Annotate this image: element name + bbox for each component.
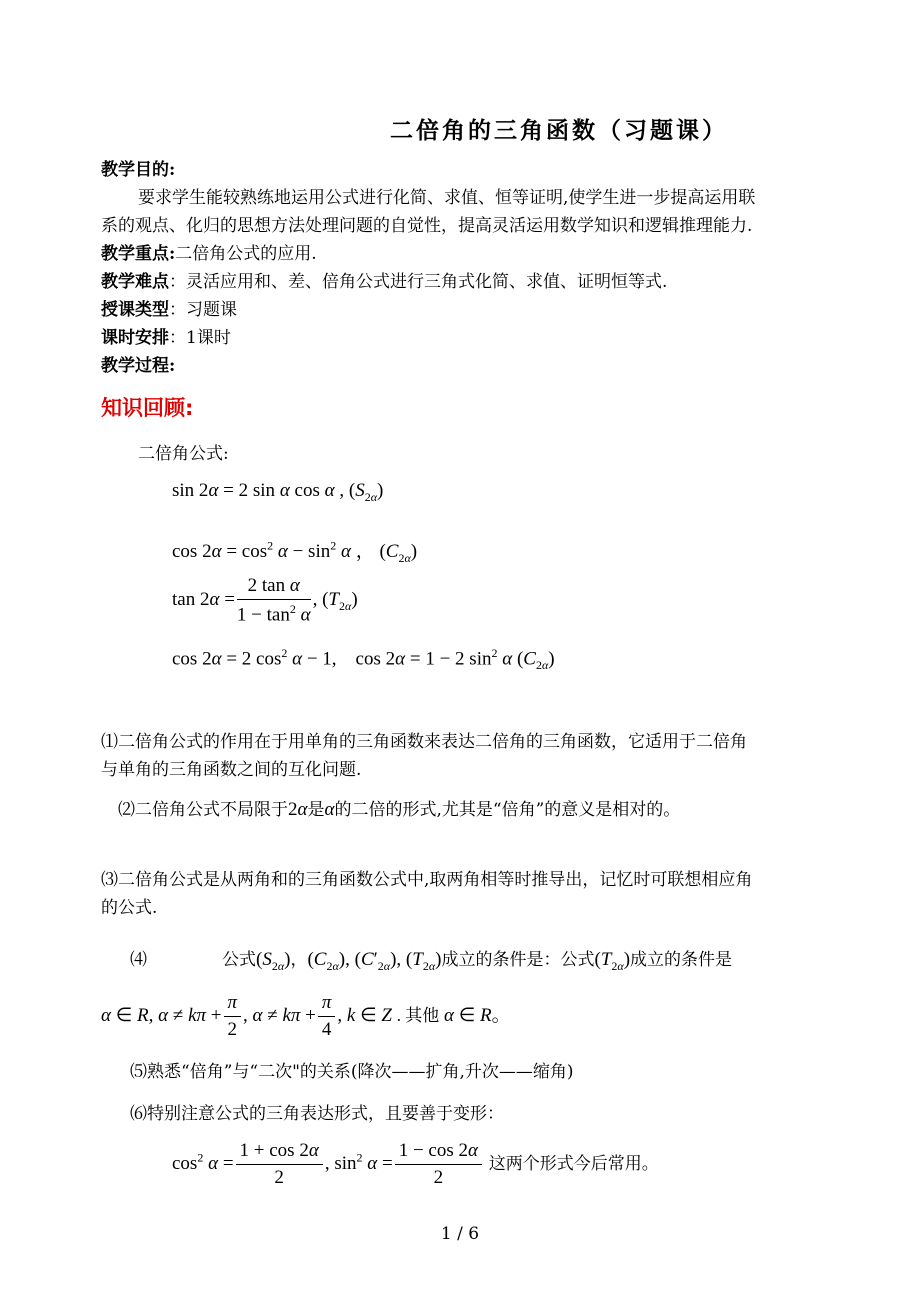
note-2: ⑵二倍角公式不局限于2α是α的二倍的形式,尤其是“倍角”的意义是相对的。	[118, 799, 681, 820]
formula-cos2a: $\cos 2\alpha = \cos^2 \alpha - \sin^2 \alpha$ ， $(C_{2\alpha})$	[172, 538, 418, 565]
type-label: 授课类型	[101, 300, 169, 320]
formula-cos2a-variants: cos 2α = 2 $\cos^2 \alpha - 1$, cos 2α = 1 − 2 $\sin^2 \alpha$ $(C_{2\alpha})$	[172, 646, 555, 673]
page-title: 二倍角的三角函数（习题课）	[390, 117, 728, 144]
type-line	[101, 296, 237, 324]
note-1-line-2: 与单角的三角函数之间的互化问题.	[101, 760, 362, 780]
goal-text-2: 系的观点、化归的思想方法处理问题的自觉性，提高灵活运用数学知识和逻辑推理能力.	[101, 216, 753, 236]
note-5: ⑸熟悉“倍角”与“二次"的关系(降次——扩角,升次——缩角)	[130, 1062, 574, 1082]
formula-tan2a: tan 2α = $\frac{\text{2 tan α}}{1 - \tan^2 \alpha}$ , $(T_{2\alpha})$	[172, 575, 358, 626]
note-4-number: ⑷	[130, 950, 147, 970]
formula-sin2a: sin 2α = 2 sin α cos α , $(S_{2\alpha})$	[172, 480, 384, 504]
review-heading: 知识回顾:	[101, 396, 194, 420]
page-number: 1 / 6	[440, 1224, 480, 1244]
difficulty-line	[101, 268, 667, 296]
half-angle-formulas: $\cos^2 \alpha$ = $\frac{1 + \cos 2\alpha}{2}$ , $\sin^2 \alpha$ = $\frac{1 - \cos 2\alpha}{2}$ 这两个形式今后常用。	[172, 1140, 659, 1188]
key-point-line	[101, 240, 317, 268]
note-6: ⑹特别注意公式的三角表达形式，且要善于变形：	[130, 1104, 504, 1124]
goal-text-1: 要求学生能较熟练地运用公式进行化简、求值、恒等证明,使学生进一步提高运用联	[138, 188, 756, 208]
hours-text: ：1课时	[169, 328, 231, 348]
key-text: 二倍角公式的应用.	[175, 244, 317, 264]
process-label: 教学过程:	[101, 356, 176, 376]
note-4-condition: α ∈ R, α ≠ kπ + $\frac{\pi}{2}$ , α ≠ kπ + $\frac{\pi}{4}$ , k ∈ Z . 其他 α ∈ R。	[101, 992, 511, 1040]
note-4-line-1: 公式$(S_{2\alpha})$，$(C_{2\alpha})$, $(C'_{2\alpha})$, $(T_{2\alpha})$成立的条件是：公式$(T_{2\alpha})$成立的条件是	[222, 949, 733, 973]
key-label: 教学重点:	[101, 244, 176, 264]
goal-label: 教学目的:	[101, 160, 176, 180]
hours-label: 课时安排	[101, 328, 169, 348]
note-3-line-2: 的公式.	[101, 898, 158, 918]
note-1-line-1: ⑴二倍角公式的作用在于用单角的三角函数来表达二倍角的三角函数，它适用于二倍角	[101, 732, 747, 752]
hours-line	[101, 324, 231, 352]
difficulty-label: 教学难点	[101, 272, 169, 292]
difficulty-text: ：灵活应用和、差、倍角公式进行三角式化简、求值、证明恒等式.	[169, 272, 668, 292]
note-3-line-1: ⑶二倍角公式是从两角和的三角函数公式中,取两角相等时推导出，记忆时可联想相应角	[101, 870, 753, 890]
type-text: ：习题课	[169, 300, 237, 320]
formula-intro: 二倍角公式:	[138, 444, 229, 464]
